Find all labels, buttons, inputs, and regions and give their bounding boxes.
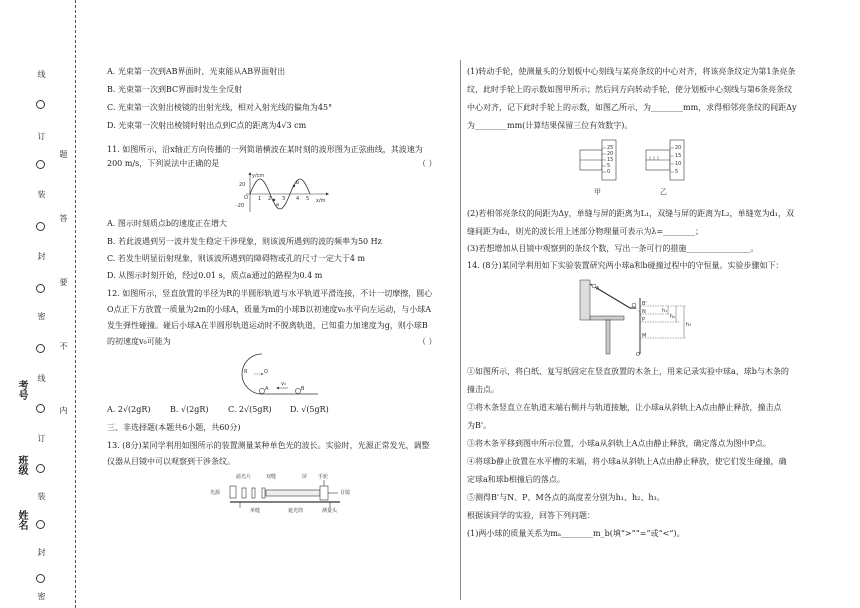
q13-micrometer-figure: [578, 136, 708, 196]
q13-p1-line-2: 纹，此时手轮上的示数如图甲所示；然后同方向转动手轮，使分划板中心刻线与第6条亮条纹: [467, 85, 793, 94]
q11-tick-1: 1: [258, 196, 262, 202]
q14-b-prime-label: B': [642, 301, 647, 307]
q14-step-2a: ②将木条竖直立在轨道末端右侧并与轨道接触，让小球a从斜轨上A点由静止释放，撞击点: [467, 403, 782, 412]
q14-step-4b: 定球a和球b相撞后的落点。: [467, 475, 565, 484]
margin-circle: [36, 344, 45, 353]
margin-hint-da: 答: [59, 214, 68, 222]
q12-option-b: B. √(2gR): [170, 405, 209, 414]
binding-line: [75, 0, 76, 608]
option-a: A. 光束第一次到AB界面时，光束能从AB界面射出: [107, 67, 286, 76]
q13-p1-line-4: 为________mm(计算结果保留三位有效数字)。: [467, 121, 633, 130]
q14-p-label: P: [642, 317, 646, 323]
q14-apparatus-figure: [576, 276, 696, 356]
micrometer-b-tick-15: 15: [675, 153, 682, 159]
q13-single-slit-label: 单缝: [250, 508, 261, 514]
micrometer-a-tick-15: 15: [607, 157, 614, 163]
q11-tick-4: 4: [296, 196, 300, 202]
q14-step-4a: ④将球b静止放置在水平槽的末端，将小球a从斜轨上A点由静止释放，使它们发生碰撞，确: [467, 457, 787, 466]
margin-hint-ti: 题: [59, 150, 68, 158]
q13-apparatus-figure: [210, 472, 360, 518]
q14-h2-label: h₂: [670, 314, 676, 320]
margin-char-feng: 封: [37, 252, 46, 260]
micrometer-a-tick-5: 5: [607, 163, 611, 169]
q11-origin: O: [244, 195, 248, 201]
margin-circle: [36, 100, 45, 109]
q14-n-label: N: [642, 309, 646, 315]
q12-option-c: C. 2√(5gR): [228, 405, 272, 414]
q12-radius-label: R: [244, 369, 248, 375]
q11-point-a: a: [276, 202, 280, 208]
margin-char-xian-2: 线: [37, 374, 46, 382]
margin-hint-nei: 内: [59, 406, 68, 414]
option-c: C. 光束第一次射出棱镜的出射光线，相对入射光线的偏角为45°: [107, 103, 333, 112]
q13-stem-2: 仪器从目镜中可以观察到干涉条纹。: [107, 457, 235, 466]
exam-number-label: 考号: [16, 380, 27, 400]
q13-tube-label: 遮光筒: [288, 508, 304, 514]
q12-ball-a-label: A: [265, 386, 269, 392]
margin-char-feng-2: 封: [37, 548, 46, 556]
q14-m-label: M: [642, 333, 647, 339]
q13-p2-line-2: 缝间距为d₂，则光的波长用上述部分物理量可表示为λ=________；: [467, 227, 704, 236]
q11-tick-2: 2: [268, 196, 272, 202]
q13-source-label: 光源: [210, 490, 221, 496]
q14-step-2b: 为B'。: [467, 421, 492, 430]
q14-answer-intro: 根据该同学的实验，回答下列问题：: [467, 511, 595, 520]
q12-track-figure: [232, 350, 322, 398]
q12-option-d: D. √(5gR): [290, 405, 329, 414]
margin-circle: [36, 520, 45, 529]
micrometer-a-tick-25: 25: [607, 145, 614, 151]
micrometer-a-tick-20: 20: [607, 151, 614, 157]
q13-eyepiece-label: 目镜: [340, 490, 351, 496]
q11-y-unit: y/cm: [252, 173, 265, 179]
q14-h1-label: h₁: [662, 308, 668, 314]
margin-circle: [36, 160, 45, 169]
q14-stem: 14. (8分)某同学利用如下实验装置研究两小球a和b碰撞过程中的守恒量。实验步骤如下：: [467, 261, 784, 270]
q14-step-1b: 撞击点。: [467, 385, 499, 394]
q14-step-5: ⑤测得B'与N、P、M各点的高度差分别为h₁、h₂、h₃。: [467, 493, 665, 502]
margin-char-zhuang-2: 装: [37, 492, 46, 500]
micrometer-b-tick-5: 5: [675, 169, 679, 175]
q11-option-a: A. 图示时刻质点b的速度正在增大: [107, 219, 227, 228]
q11-tick-3: 3: [282, 196, 286, 202]
option-b: B. 光束第一次到BC界面时发生全反射: [107, 85, 243, 94]
q13-stem-1: 13. (8分)某同学利用如图所示的装置测量某种单色光的波长。实验时，光源正常发光，调整: [107, 441, 430, 450]
margin-circle: [36, 284, 45, 293]
q11-option-b: B. 若此波遇到另一波并发生稳定干涉现象，则该波所遇到的波的频率为50 Hz: [107, 237, 382, 246]
q11-option-d: D. 从图示时刻开始，经过0.01 s，质点a通过的路程为0.4 m: [107, 271, 323, 280]
q13-head-label: 测量头: [322, 508, 338, 514]
q14-step-3: ③将木条平移到图中所示位置，小球a从斜轨上A点由静止释放，确定落点为图中P点。: [467, 439, 771, 448]
q12-ball-b-label: B: [301, 386, 305, 392]
column-divider: [460, 60, 461, 600]
q11-stem-1: 11. 如图所示，沿x轴正方向传播的一列简谐横波在某时刻的波形图为正弦曲线，其波速为: [107, 145, 423, 154]
q11-tick-5: 5: [306, 196, 310, 202]
class-label: 班级: [16, 455, 27, 475]
micrometer-a-tick-0: 0: [607, 169, 611, 175]
section-3-heading: 三、非选择题(本题共6小题，共60分): [107, 423, 241, 432]
margin-circle: [36, 464, 45, 473]
margin-char-mi-2: 密: [37, 592, 46, 600]
q11-wave-figure: [236, 172, 332, 216]
q14-h3-label: h₃: [686, 322, 692, 328]
micrometer-b-tick-20: 20: [675, 145, 682, 151]
figure-jia-caption: 甲: [594, 188, 601, 196]
q11-stem-2: 200 m/s，下列说法中正确的是: [107, 159, 220, 168]
q14-point-a-label: A: [596, 286, 600, 292]
q12-center-label: O: [264, 369, 268, 375]
q13-p3: (3)若想增加从目镜中观察到的条纹个数，写出一条可行的措施________________。: [467, 244, 759, 253]
q12-stem-2: O点正下方放置一质量为2m的小球A，质量为m的小球B以初速度v₀水平向左运动，与小球A: [107, 305, 431, 314]
q11-point-b: b: [296, 180, 300, 186]
q13-double-slit-label: 双缝: [266, 474, 277, 480]
margin-char-mi: 密: [37, 312, 46, 320]
q13-p2-line-1: (2)若相邻亮条纹的间距为Δy，单缝与屏的距离为L₁，双缝与屏的距离为L₂，单缝宽为d₁，双: [467, 209, 794, 218]
q13-handwheel-label: 手轮: [318, 474, 329, 480]
q13-screen-label: 屏: [302, 474, 308, 480]
margin-char-zhuang: 装: [37, 190, 46, 198]
margin-char-ding-2: 订: [37, 434, 46, 442]
margin-hint-bu: 不: [59, 342, 68, 350]
q11-paren: （ ）: [418, 159, 437, 168]
q14-question-1: (1)两小球的质量关系为mₐ________m_b(填“>”“=”或“<”)。: [467, 529, 685, 538]
option-d: D. 光束第一次射出棱镜时射出点到C点的距离为4√3 cm: [107, 121, 307, 130]
margin-char-xian: 线: [37, 70, 46, 78]
margin-char-ding: 订: [37, 132, 46, 140]
margin-circle: [36, 574, 45, 583]
q13-p1-line-1: (1)转动手轮，使测量头的分划板中心刻线与某亮条纹的中心对齐，将该亮条纹定为第1条亮条: [467, 67, 796, 76]
q11-y-bottom: -20: [236, 203, 245, 209]
q11-option-c: C. 若发生明显衍射现象，则该波所遇到的障碍物或孔的尺寸一定大于4 m: [107, 254, 366, 263]
q13-filter-label: 滤光片: [236, 474, 252, 480]
q12-velocity-label: v₀: [281, 381, 286, 387]
micrometer-b-tick-10: 10: [675, 161, 682, 167]
q12-stem-3: 发生弹性碰撞。碰后小球A在半圆形轨道运动时不脱离轨道，已知重力加速度为g，则小球B: [107, 321, 428, 330]
figure-yi-caption: 乙: [660, 188, 667, 196]
margin-circle: [36, 222, 45, 231]
q14-step-1a: ①如图所示，将白纸、复写纸固定在竖直放置的木条上，用来记录实验中球a、球b与木条的: [467, 367, 789, 376]
q14-o-label: O: [636, 352, 640, 358]
q11-x-unit: x/m: [316, 198, 326, 204]
name-label: 姓名: [16, 510, 27, 530]
margin-circle: [36, 404, 45, 413]
q13-p1-line-3: 中心对齐，记下此时手轮上的示数，如图乙所示，为________mm，求得相邻亮条纹的间距Δy: [467, 103, 797, 112]
q11-y-top: 20: [239, 182, 246, 188]
q12-stem-4: 的初速度v₀可能为: [107, 337, 171, 346]
q12-stem-1: 12. 如图所示，竖直放置的半径为R的半圆形轨道与水平轨道平滑连接，不计一切摩擦，圆心: [107, 289, 433, 298]
margin-hint-yao: 要: [59, 278, 68, 286]
q12-paren: （ ）: [418, 337, 437, 346]
q12-option-a: A. 2√(2gR): [107, 405, 151, 414]
